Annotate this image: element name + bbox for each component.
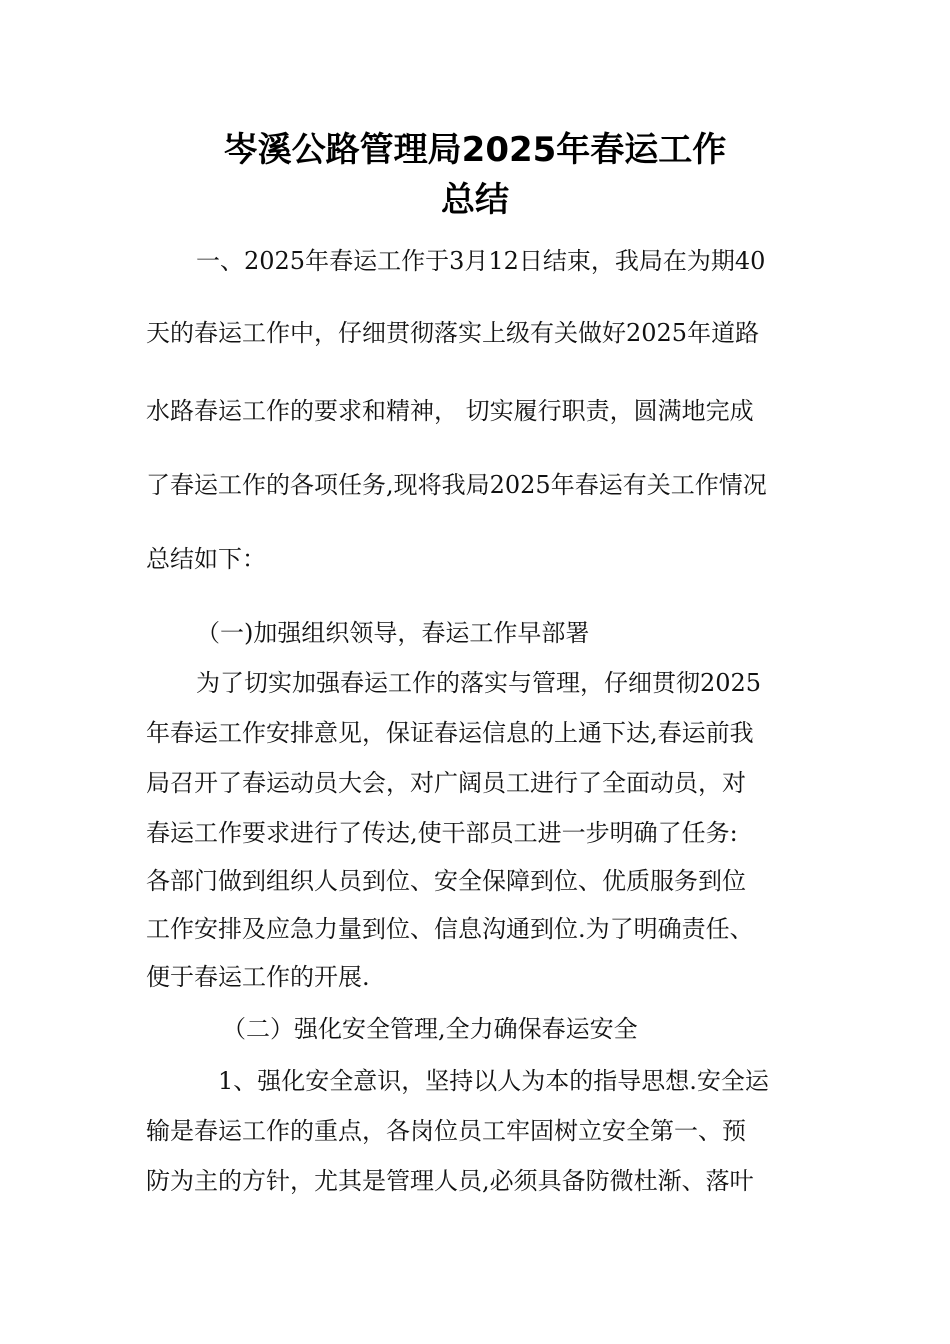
paragraph-line: 了春运工作的各项任务,现将我局2025年春运有关工作情况 — [146, 471, 767, 499]
paragraph-line: 年春运工作安排意见，保证春运信息的上通下达,春运前我 — [146, 719, 754, 747]
paragraph-line: 水路春运工作的要求和精神， 切实履行职责，圆满地完成 — [146, 397, 754, 425]
document-title-line-1: 岑溪公路管理局2025年春运工作 — [223, 130, 727, 170]
paragraph-line: 各部门做到组织人员到位、安全保障到位、优质服务到位 — [146, 867, 746, 895]
paragraph-line: 春运工作要求进行了传达,使干部员工进一步明确了任务: — [146, 819, 738, 847]
paragraph-line: 局召开了春运动员大会，对广阔员工进行了全面动员，对 — [146, 769, 746, 797]
paragraph-line: 总结如下： — [146, 545, 266, 573]
section-heading: （二）强化安全管理,全力确保春运安全 — [222, 1015, 638, 1043]
paragraph-line: 防为主的方针，尤其是管理人员,必须具备防微杜渐、落叶 — [146, 1167, 754, 1195]
paragraph-line: 一、2025年春运工作于3月12日结束，我局在为期40 — [196, 247, 766, 275]
paragraph-line: 便于春运工作的开展. — [146, 963, 370, 991]
paragraph-line: 天的春运工作中，仔细贯彻落实上级有关做好2025年道路 — [146, 319, 760, 347]
paragraph-line: 1、强化安全意识，坚持以人为本的指导思想.安全运 — [218, 1067, 769, 1095]
paragraph-line: 工作安排及应急力量到位、信息沟通到位.为了明确责任、 — [146, 915, 754, 943]
section-heading: （一)加强组织领导，春运工作早部署 — [196, 619, 590, 647]
document-title-line-2: 总结 — [441, 180, 509, 220]
paragraph-line: 输是春运工作的重点，各岗位员工牢固树立安全第一、预 — [146, 1117, 746, 1145]
paragraph-line: 为了切实加强春运工作的落实与管理，仔细贯彻2025 — [196, 669, 762, 697]
